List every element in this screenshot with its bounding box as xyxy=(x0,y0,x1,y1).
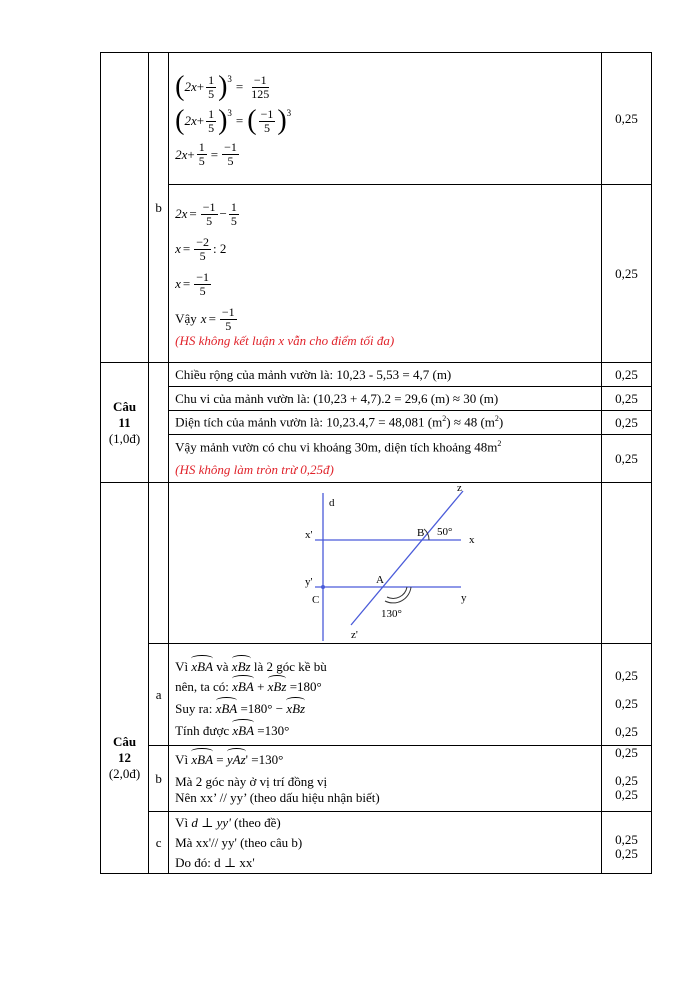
angle-label-top: 50° xyxy=(437,526,453,538)
label-z-prime: z' xyxy=(351,629,358,641)
q12a-part-cell: a xyxy=(149,644,169,746)
q10b-row-1 xyxy=(101,53,652,185)
q12b-part-cell: b xyxy=(149,746,169,812)
q12b-work xyxy=(169,746,602,812)
q11-label: Câu 11 (1,0đ) xyxy=(101,363,149,483)
q10b-line-3: 2x + $\frac{1}{5}$ = $\frac{-1}{5}$ xyxy=(175,140,237,168)
q12c-scores: 0,25 0,25 xyxy=(601,812,651,874)
q12b-row xyxy=(101,746,652,812)
q10b-work-1 xyxy=(169,53,602,185)
q10b-line-5: x = $\frac{-2}{5}$ : 2 xyxy=(175,234,227,263)
q11-line-1: Chiều rộng của mảnh vườn là: 10,23 - 5,53 = 4,7 (m) xyxy=(169,363,602,387)
q12a-line-4: Tính được xBA =130° xyxy=(175,722,290,738)
q10b-line-4: 2x = $\frac{-1}{5}$ − $\frac{1}{5}$ xyxy=(175,199,237,228)
q11-row-3 xyxy=(101,411,652,435)
q10b-note: (HS không kết luận x vẫn cho điểm tối đa) xyxy=(175,332,395,348)
label-x-prime: x' xyxy=(305,529,313,541)
q10b-score-1: 0,25 xyxy=(601,53,651,185)
angle-arc-bottom-2 xyxy=(385,587,411,603)
q12a-scores: 0,25 0,25 0,25 xyxy=(601,644,651,746)
q10-label-cell xyxy=(101,53,149,363)
q11-line-2: Chu vi của mảnh vườn là: (10,23 + 4,7).2 = 29,6 (m) ≈ 30 (m) xyxy=(169,387,602,411)
q12-figure-cell xyxy=(169,483,602,644)
q12b-line-1: Vì xBA = yAz' =130° xyxy=(175,751,284,767)
q12a-line-2: nên, ta có: xBA + xBz =180° xyxy=(175,678,322,694)
q11-score-4: 0,25 xyxy=(601,435,651,483)
q11-part-cell xyxy=(149,363,169,483)
q12c-line-1: Vì d ⊥ yy' (theo đề) xyxy=(175,814,281,830)
q12c-line-3: Do đó: d ⊥ xx' xyxy=(175,854,255,870)
q10b-line-2: ( 2x + $\frac{1}{5}$ ) 3 = ( $\frac{-1}{5}$ ) 3 xyxy=(175,105,292,136)
label-z: z xyxy=(457,483,462,494)
q10b-row-2 xyxy=(101,185,652,363)
q11-row-2 xyxy=(101,387,652,411)
q12b-line-3: Nên xx’ // yy’ (theo dấu hiệu nhận biết) xyxy=(175,789,380,805)
angle-arc-bottom xyxy=(387,587,407,598)
q10b-line-7: Vậy x = $\frac{-1}{5}$ xyxy=(175,304,235,333)
q10b-part-cell xyxy=(149,53,169,363)
q10b-work-2 xyxy=(169,185,602,363)
answer-table xyxy=(100,52,652,874)
q10b-line-6: x = $\frac{-1}{5}$ xyxy=(175,269,210,298)
label-c: C xyxy=(312,594,320,606)
q11-score-1: 0,25 xyxy=(601,363,651,387)
q11-line-4: Vậy mảnh vườn có chu vi khoảng 30m, diện tích khoảng $48m^2$ (HS không làm tròn trừ 0,25đ) xyxy=(169,435,602,483)
q11-score-3: 0,25 xyxy=(601,411,651,435)
label-a: A xyxy=(376,574,385,586)
q12a-work xyxy=(169,644,602,746)
q12a-row xyxy=(101,644,652,746)
q12c-part-cell: c xyxy=(149,812,169,874)
q12c-line-2: Mà xx'// yy' (theo câu b) xyxy=(175,834,303,850)
q11-note: (HS không làm tròn trừ 0,25đ) xyxy=(175,461,334,477)
line-zz xyxy=(351,491,463,625)
q11-row-4 xyxy=(101,435,652,483)
q12a-line-1: Vì xBA và xBz là 2 góc kề bù xyxy=(175,658,327,674)
q10b-score-2: 0,25 xyxy=(601,185,651,363)
label-b: B xyxy=(417,527,425,539)
label-y: y xyxy=(461,592,467,604)
q12-figure-part-cell xyxy=(149,483,169,644)
q12c-row xyxy=(101,812,652,874)
geometry-figure xyxy=(175,483,607,643)
q11-row-1 xyxy=(101,363,652,387)
label-x: x xyxy=(469,534,475,546)
q12c-work xyxy=(169,812,602,874)
q11-score-2: 0,25 xyxy=(601,387,651,411)
q11-line-3: Diện tích của mảnh vườn là: 10,23.4,7 = 48,081 $(m^2) \approx 48$ $(m^2)$ xyxy=(169,411,602,435)
part-label: b xyxy=(155,199,162,215)
q12b-line-2: Mà 2 góc này ở vị trí đồng vị xyxy=(175,773,328,789)
label-d: d xyxy=(329,497,335,509)
q12a-line-3: Suy ra: xBA =180° − xBz xyxy=(175,700,306,716)
label-y-prime: y' xyxy=(305,576,313,588)
q12-label: Câu 12 (2,0đ) xyxy=(101,483,149,874)
angle-label-bottom: 130° xyxy=(381,608,403,620)
point-c xyxy=(321,585,325,589)
q12-figure-row xyxy=(101,483,652,644)
q12-figure-score-cell xyxy=(601,483,651,644)
q10b-line-1: ( 2x + $\frac{1}{5}$ ) 3 = $\frac{-1}{125}$ xyxy=(175,71,270,102)
q12b-scores: 0,25 0,25 0,25 xyxy=(601,746,651,812)
